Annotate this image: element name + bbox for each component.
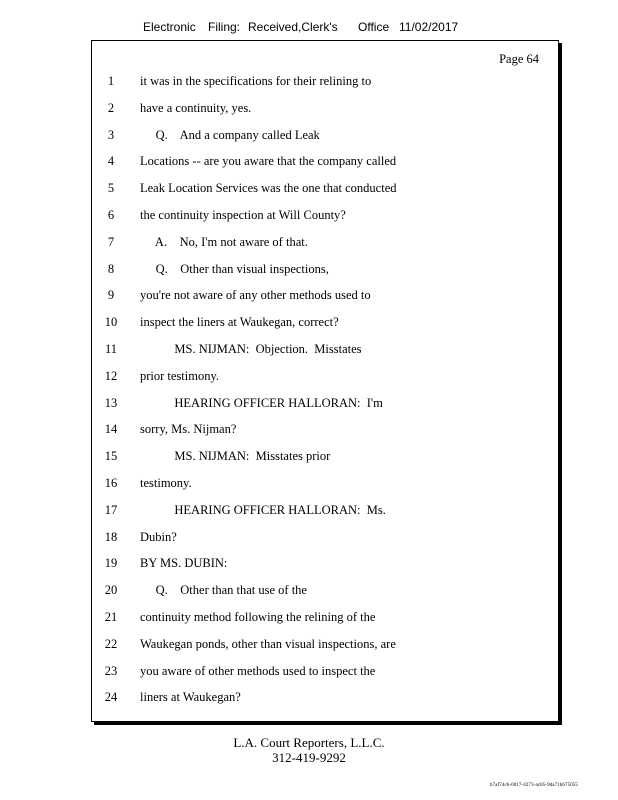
line-number: 12 — [104, 368, 118, 383]
line-number: 7 — [107, 234, 115, 249]
line-text: Q. Other than visual inspections, — [140, 261, 329, 276]
transcript-line — [92, 74, 558, 92]
transcript-line — [92, 342, 558, 360]
line-number: 3 — [107, 127, 115, 142]
transcript-line — [92, 476, 558, 494]
transcript-line — [92, 315, 558, 333]
transcript-line — [92, 583, 558, 601]
line-text: HEARING OFFICER HALLORAN: Ms. — [140, 502, 386, 517]
line-text: Leak Location Services was the one that conducted — [140, 181, 397, 196]
line-text: MS. NIJMAN: Objection. Misstates — [140, 342, 362, 356]
line-number: 21 — [104, 610, 118, 624]
transcript-line — [92, 449, 558, 467]
line-number: 16 — [104, 476, 118, 490]
transcript-line — [92, 664, 558, 682]
line-text: have a continuity, yes. — [140, 100, 252, 115]
line-text: A. No, I'm not aware of that. — [140, 234, 308, 249]
transcript-line — [92, 101, 558, 119]
line-number: 23 — [104, 663, 118, 678]
transcript-line — [92, 637, 558, 655]
line-text: you aware of other methods used to inspect the — [140, 663, 376, 678]
line-text: the continuity inspection at Will County? — [140, 208, 346, 222]
line-number: 15 — [104, 449, 118, 464]
header-received: Received,Clerk's — [248, 20, 338, 34]
transcript-line — [92, 128, 558, 146]
line-number: 14 — [104, 422, 118, 437]
footer-company: L.A. Court Reporters, L.L.C. — [233, 735, 385, 750]
line-number: 11 — [104, 342, 118, 356]
transcript-line — [92, 235, 558, 253]
line-text: you're not aware of any other methods used to — [140, 288, 371, 303]
transcript-line — [92, 181, 558, 199]
line-number: 22 — [104, 636, 118, 651]
line-number: 19 — [104, 556, 118, 571]
line-text: Dubin? — [140, 529, 177, 544]
line-text: Q. And a company called Leak — [140, 127, 320, 142]
line-number: 6 — [107, 208, 115, 222]
transcript-line — [92, 530, 558, 548]
filing-header — [0, 18, 618, 38]
document-id-stamp: b7af74cb-0017-4273-ac85-9da71b675055 — [489, 783, 578, 788]
line-number: 18 — [104, 529, 118, 544]
line-text: inspect the liners at Waukegan, correct? — [140, 315, 339, 330]
header-filing: Filing: — [208, 20, 241, 34]
transcript-line — [92, 503, 558, 521]
transcript-line — [92, 208, 558, 226]
footer-phone: 312-419-9292 — [272, 750, 346, 765]
transcript-line — [92, 154, 558, 172]
line-number: 20 — [104, 583, 118, 598]
transcript-line — [92, 262, 558, 280]
line-text: BY MS. DUBIN: — [140, 556, 228, 571]
page-number: Page 64 — [499, 52, 539, 66]
header-electronic: Electronic — [143, 20, 196, 34]
line-text: MS. NIJMAN: Misstates prior — [140, 449, 331, 464]
line-text: Waukegan ponds, other than visual inspections, are — [140, 636, 396, 651]
line-number: 9 — [107, 288, 115, 303]
line-text: sorry, Ms. Nijman? — [140, 422, 237, 437]
line-number: 8 — [107, 261, 115, 276]
line-text: Q. Other than that use of the — [140, 583, 307, 598]
line-text: Locations -- are you aware that the company called — [140, 154, 397, 169]
line-text: liners at Waukegan? — [140, 690, 241, 705]
transcript-line — [92, 610, 558, 628]
line-number: 5 — [107, 181, 115, 196]
line-number: 2 — [107, 100, 115, 115]
transcript-line — [92, 288, 558, 306]
header-date: 11/02/2017 — [399, 20, 459, 34]
line-number: 24 — [104, 690, 118, 705]
line-text: continuity method following the relining of the — [140, 610, 376, 624]
transcript-line — [92, 556, 558, 574]
line-text: HEARING OFFICER HALLORAN: I'm — [140, 395, 383, 410]
transcript-line — [92, 369, 558, 387]
transcript-line — [92, 422, 558, 440]
transcript-line — [92, 396, 558, 414]
transcript-page — [91, 40, 559, 722]
line-number: 17 — [104, 502, 118, 517]
header-office: Office — [358, 20, 390, 34]
line-text: testimony. — [140, 476, 192, 490]
line-number: 4 — [107, 154, 115, 169]
line-number: 10 — [104, 315, 118, 330]
line-text: it was in the specifications for their relining to — [140, 74, 372, 88]
line-text: prior testimony. — [140, 368, 220, 383]
line-number: 13 — [104, 395, 118, 410]
line-number: 1 — [107, 74, 115, 88]
transcript-line — [92, 690, 558, 708]
